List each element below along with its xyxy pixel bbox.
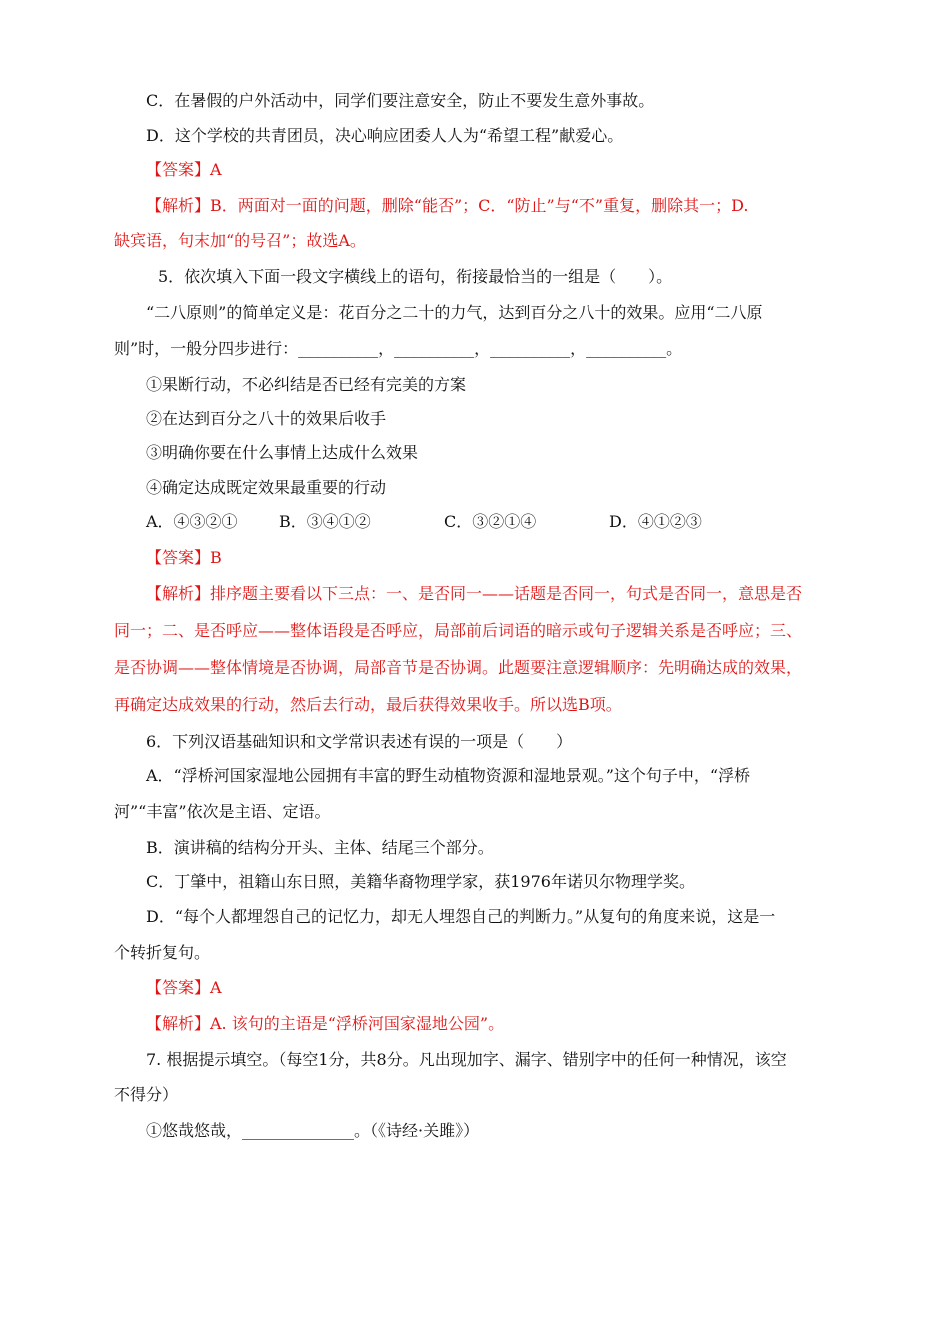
q6-analysis: 【解析】A. 该句的主语是“浮桥河国家湿地公园”。 [146,1014,505,1033]
q5-analysis-line-2: 同一；二、是否呼应——整体语段是否呼应，局部前后词语的暗示或句子逻辑关系是否呼应；三、 [114,621,803,640]
q6-answer: 【答案】A [146,978,222,997]
q6-option-a-line-2: 河”“丰富”依次是主语、定语。 [114,802,331,821]
q5-option-b: B．③④①② [279,512,371,531]
q5-options-row [0,511,950,533]
q5-analysis-line-1: 【解析】排序题主要看以下三点：一、是否同一——话题是否同一，句式是否同一，意思是否 [146,584,803,603]
q6-option-d-line-2: 个转折复句。 [114,943,211,962]
q6-option-a-line-1: A．“浮桥河国家湿地公园拥有丰富的野生动植物资源和湿地景观。”这个句子中，“浮桥 [146,766,751,785]
q4-analysis-line-2: 缺宾语，句末加“的号召”；故选A。 [114,231,366,250]
q7-item-1: ①悠哉悠哉，______________。（《诗经·关雎》） [146,1121,480,1140]
q5-analysis-line-3: 是否协调——整体情境是否协调，局部音节是否协调。此题要注意逻辑顺序：先明确达成的效果， [114,658,803,677]
q5-item-4: ④确定达成既定效果最重要的行动 [146,478,387,497]
q5-option-d: D．④①②③ [609,512,702,531]
q4-analysis-line-1: 【解析】B．两面对一面的问题，删除“能否”；C．“防止”与“不”重复，删除其一；D. [146,196,749,215]
q4-option-d: D．这个学校的共青团员，决心响应团委人人为“希望工程”献爱心。 [146,126,624,145]
q5-item-3: ③明确你要在什么事情上达成什么效果 [146,443,419,462]
q5-analysis-line-4: 再确定达成效果的行动，然后去行动，最后获得效果收手。所以选B项。 [114,695,622,714]
q5-passage-line-2: 则”时，一般分四步进行：__________，__________，__________，__________。 [114,339,683,358]
q6-option-b: B．演讲稿的结构分开头、主体、结尾三个部分。 [146,838,494,857]
q6-stem: 6．下列汉语基础知识和文学常识表述有误的一项是（ ） [146,732,573,751]
q5-option-c: C．③②①④ [444,512,537,531]
q5-stem: 5．依次填入下面一段文字横线上的语句，衔接最恰当的一组是（ ）。 [158,267,673,286]
q7-stem-line-1: 7. 根据提示填空。（每空1分，共8分。凡出现加字、漏字、错别字中的任何一种情况，该空 [146,1050,787,1069]
q7-stem-line-2: 不得分） [114,1085,179,1104]
q6-option-c: C．丁肇中，祖籍山东日照，美籍华裔物理学家，获1976年诺贝尔物理学奖。 [146,872,695,891]
q5-option-a: A．④③②① [146,512,238,531]
q4-answer: 【答案】A [146,160,222,179]
q5-answer: 【答案】B [146,548,222,567]
q4-option-c: C．在暑假的户外活动中，同学们要注意安全，防止不要发生意外事故。 [146,91,655,110]
q5-item-2: ②在达到百分之八十的效果后收手 [146,409,387,428]
q6-option-d-line-1: D．“每个人都埋怨自己的记忆力，却无人埋怨自己的判断力。”从复句的角度来说，这是一 [146,907,776,926]
q5-item-1: ①果断行动，不必纠结是否已经有完美的方案 [146,375,467,394]
q5-passage-line-1: “二八原则”的简单定义是：花百分之二十的力气，达到百分之八十的效果。应用“二八原 [146,303,763,322]
